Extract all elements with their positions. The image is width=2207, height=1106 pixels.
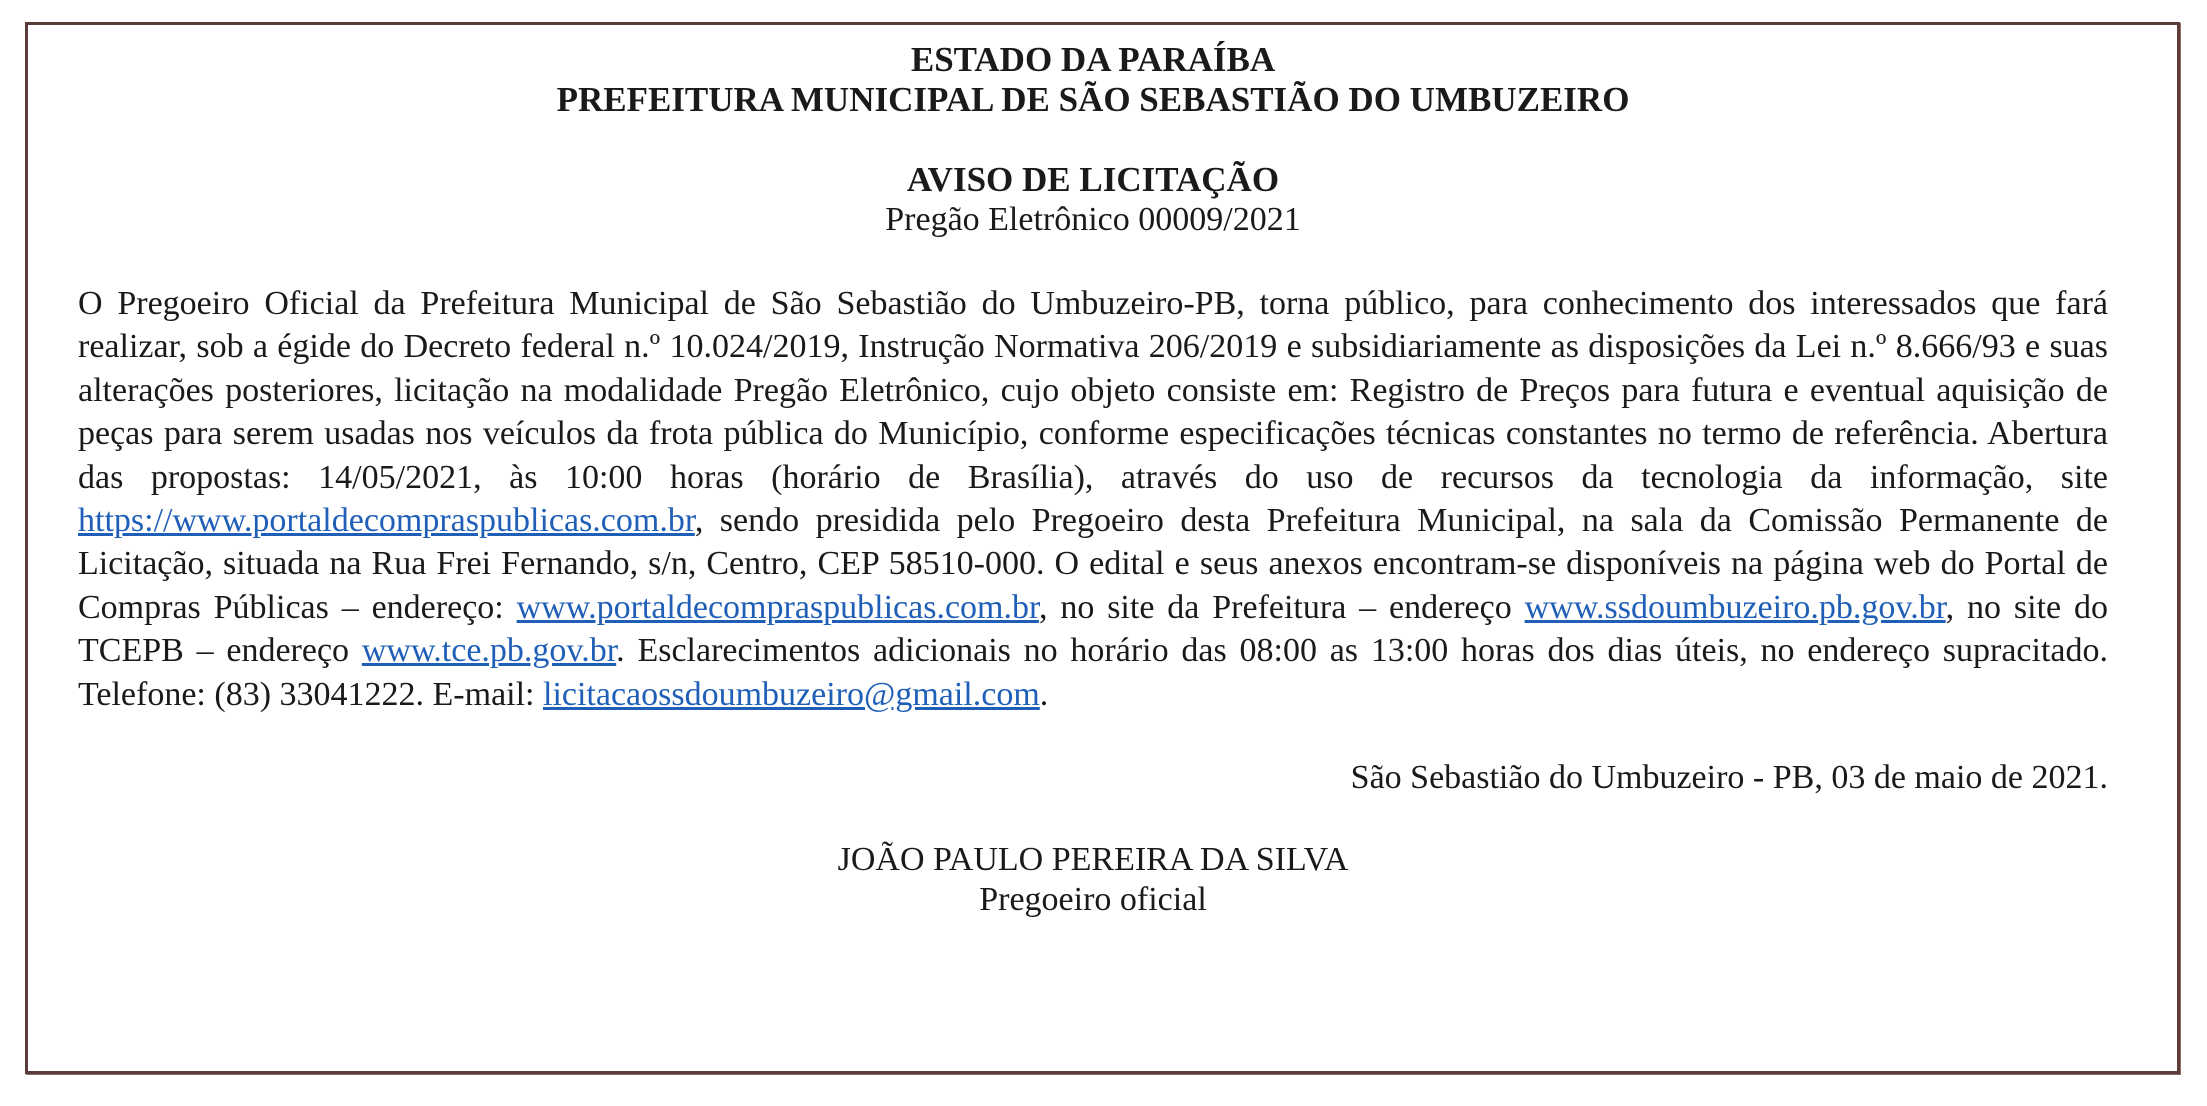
link-portal-https[interactable]: https://www.portaldecompraspublicas.com.br bbox=[78, 502, 695, 540]
body-text-part-3: , no site da Prefeitura – endereço bbox=[1038, 588, 1525, 626]
link-portal[interactable]: www.portaldecompraspublicas.com.br bbox=[516, 588, 1039, 626]
body-text-part-5: . Esclarecimentos adicionais no horário das 08:00 as 13:00 horas dos dias úteis, no endereço supracitado. Telefone: (83) 33041222. E-mail: bbox=[78, 632, 2108, 713]
notice-body bbox=[78, 282, 2108, 716]
notice-content bbox=[78, 40, 2108, 920]
city-hall-heading: PREFEITURA MUNICIPAL DE SÃO SEBASTIÃO DO UMBUZEIRO bbox=[556, 80, 1630, 119]
link-city-hall-site[interactable]: www.ssdoumbuzeiro.pb.gov.br bbox=[1524, 588, 1946, 626]
dateline: São Sebastião do Umbuzeiro - PB, 03 de maio de 2021. bbox=[1350, 759, 2108, 797]
body-text-part-1: O Pregoeiro Oficial da Prefeitura Municipal de São Sebastião do Umbuzeiro-PB, torna público, para conhecimento dos interessados que fará realizar, sob a égide do Decreto federal n.º 10.024/2019, Instrução Normativa 206/2019 e subsidiariamente as disposições da Lei n.º 8.666/93 e suas alterações posteriores, licitação na modalidade Pregão Eletrônico, cujo objeto consiste em: Registro de Preços para futura e eventual aquisição de peças para serem usadas nos veículos da frota pública do Município, conforme especificações técnicas constantes no termo de referência. Abertura das propostas: 14/05/2021, às 10:00 horas (horário de Brasília), através do uso de recursos da tecnologia da informação, site bbox=[78, 285, 2108, 496]
body-text-part-4: , no site do TCEPB – endereço bbox=[78, 588, 2108, 670]
signer-role: Pregoeiro oficial bbox=[979, 881, 1207, 919]
link-email[interactable]: licitacaossdoumbuzeiro@gmail.com bbox=[543, 675, 1040, 713]
notice-title: AVISO DE LICITAÇÃO bbox=[906, 160, 1280, 199]
state-heading: ESTADO DA PARAÍBA bbox=[910, 40, 1276, 79]
link-tcepb-site[interactable]: www.tce.pb.gov.br bbox=[361, 632, 617, 670]
body-text-part-2: , sendo presidida pelo Pregoeiro desta Prefeitura Municipal, na sala da Comissão Permanente de Licitação, situada na Rua Frei Fernando, s/n, Centro, CEP 58510-000. O edital e seus anexos encontram-se disponíveis na página web do Portal de Compras Públicas – endereço: bbox=[78, 502, 2108, 626]
body-text-part-6: . bbox=[1039, 675, 1049, 713]
signer-name: JOÃO PAULO PEREIRA DA SILVA bbox=[837, 841, 1349, 879]
notice-subtitle: Pregão Eletrônico 00009/2021 bbox=[885, 201, 1301, 238]
